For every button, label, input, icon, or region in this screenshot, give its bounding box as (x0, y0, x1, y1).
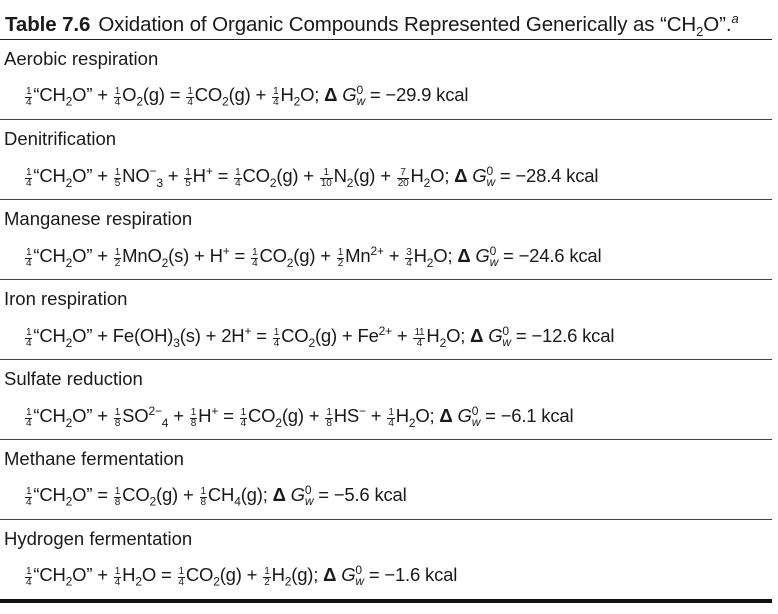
g-subscript: w (355, 573, 364, 588)
equation-text: H (271, 564, 285, 585)
g-superscript: 0 (471, 403, 479, 418)
fraction (325, 408, 332, 429)
denominator: 20 (397, 177, 409, 189)
equation-text: = −6.1 kcal (480, 405, 574, 427)
delta-g-symbol (323, 562, 364, 588)
denominator: 4 (26, 496, 32, 508)
reaction-row (0, 200, 772, 280)
subscript: 2 (284, 574, 292, 589)
equation-text: = (218, 405, 239, 427)
equation-text: CH (207, 484, 235, 505)
subscript: 2 (426, 255, 434, 270)
fraction (413, 328, 425, 349)
equation-text: “CH (33, 245, 66, 267)
denominator: 4 (416, 337, 423, 349)
g-subscript: w (471, 414, 481, 429)
subscript: 3 (156, 175, 163, 190)
equation-text: “CH (33, 165, 66, 187)
equation-text: H (395, 405, 409, 427)
reaction-row (0, 40, 772, 120)
equation-text: O” + (72, 245, 113, 267)
equation-text: O” + (72, 165, 113, 187)
reaction-name: Aerobic respiration (4, 48, 159, 69)
denominator: 4 (26, 337, 32, 349)
reaction-equation (24, 84, 468, 109)
equation-text: H (192, 165, 206, 187)
numerator: 1 (114, 565, 121, 577)
subscript: 2 (275, 415, 282, 430)
equation-text: O; (446, 325, 471, 347)
equation-text: O = (141, 564, 177, 585)
superscript: 2+ (378, 324, 392, 338)
subscript: 2 (65, 415, 73, 430)
g-scripts (356, 82, 365, 108)
delta-g-symbol (457, 243, 499, 269)
equation-text: H (410, 165, 424, 187)
subscript: 2 (293, 94, 301, 109)
g-subscript: w (489, 254, 499, 269)
fraction (114, 87, 121, 108)
superscript: + (211, 404, 219, 418)
equation-text: (g) + (353, 165, 396, 187)
equation-text: H (280, 84, 294, 105)
denominator: 2 (264, 576, 270, 588)
numerator: 1 (235, 166, 241, 178)
fraction (114, 408, 121, 429)
fraction (251, 248, 258, 269)
fraction (25, 168, 32, 189)
reaction-equation (24, 404, 573, 430)
equation-text: SO (122, 405, 149, 427)
numerator: 1 (337, 246, 344, 258)
fraction (25, 487, 32, 508)
subscript: 2 (65, 494, 73, 509)
subscript: 2 (439, 335, 447, 350)
g-scripts (502, 323, 511, 349)
equation-text: (g); (240, 484, 273, 505)
g-superscript: 0 (356, 82, 363, 97)
equation-text: HS (333, 405, 360, 427)
reaction-name: Methane fermentation (4, 448, 184, 469)
equation-text: (g) + (276, 165, 319, 187)
subscript: 2 (136, 94, 143, 109)
equation-text: O” + (72, 405, 113, 427)
fraction (200, 487, 207, 508)
denominator: 4 (388, 417, 394, 429)
fraction (114, 487, 121, 508)
subscript: 4 (161, 415, 169, 430)
g-symbol: G (488, 325, 503, 347)
table-body (0, 40, 772, 603)
reaction-name: Iron respiration (4, 288, 128, 309)
equation-text: NO (122, 165, 150, 187)
fraction (240, 408, 247, 429)
denominator: 4 (26, 417, 32, 429)
g-subscript: w (356, 93, 365, 108)
reaction-row (0, 360, 772, 440)
equation-text: CO (194, 84, 223, 105)
g-subscript: w (486, 174, 495, 189)
denominator: 4 (26, 177, 32, 189)
numerator: 1 (320, 168, 333, 179)
equation-text: (g); (291, 564, 324, 585)
subscript: 2 (423, 175, 431, 190)
delta-symbol: Δ (470, 325, 484, 347)
subscript: 4 (234, 494, 241, 509)
equation-text: H (198, 405, 212, 427)
denominator: 4 (26, 257, 32, 269)
numerator: 11 (414, 326, 425, 338)
g-symbol: G (290, 484, 305, 505)
subscript: 2 (346, 175, 354, 190)
equation-text: = (251, 325, 272, 347)
numerator: 1 (185, 166, 191, 178)
numerator: 1 (114, 406, 121, 418)
equation-text: + (168, 405, 189, 427)
superscript: + (244, 324, 252, 338)
reaction-equation (24, 324, 614, 350)
denominator: 10 (320, 177, 332, 189)
delta-g-symbol (454, 163, 495, 189)
superscript: − (149, 164, 157, 178)
equation-text: (g) + (228, 84, 272, 105)
numerator: 1 (200, 485, 206, 497)
denominator: 8 (326, 417, 332, 429)
superscript: + (205, 164, 213, 178)
equation-text: H (122, 564, 136, 585)
equation-text: + (162, 165, 184, 187)
numerator: 1 (187, 85, 193, 97)
equation-text: O (122, 84, 137, 105)
g-superscript: 0 (355, 562, 362, 577)
equation-text: = (212, 165, 234, 187)
subscript: 3 (173, 335, 180, 350)
denominator: 2 (114, 257, 121, 269)
fraction (320, 168, 333, 189)
delta-g-symbol (272, 482, 314, 508)
delta-symbol: Δ (439, 405, 453, 427)
subscript: 2 (408, 415, 416, 430)
denominator: 4 (235, 177, 241, 189)
delta-symbol: Δ (272, 484, 286, 505)
equation-text: CO (185, 564, 214, 585)
denominator: 4 (240, 417, 246, 429)
table-number: Table 7.6 (5, 12, 91, 36)
numerator: 1 (273, 85, 279, 97)
denominator: 4 (178, 576, 184, 588)
fraction (387, 408, 394, 429)
equation-text: “CH (33, 484, 66, 505)
delta-symbol: Δ (324, 84, 338, 105)
g-symbol: G (342, 84, 357, 105)
footnote-mark: a (731, 11, 739, 26)
subscript: 2 (269, 175, 277, 190)
equation-text: O; (433, 245, 458, 267)
equation-text: (g) + Fe (314, 325, 379, 347)
numerator: 1 (326, 406, 332, 418)
fraction (25, 408, 32, 429)
subscript: 2 (65, 175, 73, 190)
delta-symbol: Δ (457, 245, 471, 267)
subscript: 2 (308, 335, 315, 350)
equation-text: CO (281, 325, 309, 347)
equation-text: + (365, 405, 387, 427)
g-subscript: w (502, 334, 511, 349)
fraction (25, 567, 32, 588)
numerator: 1 (26, 485, 32, 497)
numerator: 1 (114, 166, 121, 178)
reaction-equation (24, 484, 407, 509)
numerator: 3 (406, 246, 412, 258)
denominator: 8 (114, 417, 121, 429)
subscript: 2 (222, 94, 229, 109)
superscript: 2+ (370, 244, 384, 258)
denominator: 5 (114, 177, 121, 189)
equation-text: CO (247, 405, 276, 427)
equation-text: + (391, 325, 413, 347)
g-symbol: G (472, 165, 487, 187)
equation-text: CO (242, 165, 270, 187)
fraction (25, 87, 32, 108)
fraction (114, 248, 121, 269)
fraction (405, 248, 412, 269)
equation-text: = −24.6 kcal (498, 245, 602, 267)
equation-text: CO (259, 245, 287, 267)
subscript: 2 (65, 574, 73, 589)
subscript: 2 (135, 574, 142, 589)
subscript: 2 (149, 494, 156, 509)
superscript: 2− (148, 404, 162, 418)
numerator: 7 (397, 168, 410, 179)
denominator: 4 (26, 96, 32, 108)
numerator: 1 (26, 326, 32, 338)
fraction (397, 168, 410, 189)
g-superscript: 0 (304, 482, 312, 497)
denominator: 2 (337, 257, 344, 269)
fraction (263, 567, 270, 588)
fraction (184, 168, 191, 189)
fraction (190, 408, 197, 429)
fraction (186, 87, 193, 108)
fraction (337, 248, 344, 269)
g-superscript: 0 (486, 163, 493, 178)
equation-text: = −12.6 kcal (510, 325, 615, 347)
reaction-row (0, 120, 772, 200)
fraction (25, 248, 32, 269)
delta-g-symbol (324, 82, 365, 108)
denominator: 4 (273, 96, 279, 108)
numerator: 1 (178, 565, 184, 577)
numerator: 1 (26, 246, 32, 258)
denominator: 4 (26, 576, 32, 588)
reaction-name: Sulfate reduction (4, 368, 143, 389)
numerator: 1 (26, 85, 32, 97)
equation-text: + (383, 245, 405, 267)
numerator: 1 (240, 406, 246, 418)
reaction-equation (24, 244, 601, 270)
equation-text: “CH (33, 325, 66, 347)
delta-symbol: Δ (323, 564, 337, 585)
numerator: 1 (26, 166, 32, 178)
denominator: 4 (273, 337, 280, 349)
numerator: 1 (26, 406, 32, 418)
denominator: 8 (190, 417, 197, 429)
equation-text: (s) + 2H (179, 325, 245, 347)
equation-text: O” + Fe(OH) (72, 325, 174, 347)
subscript: 2 (286, 255, 294, 270)
denominator: 8 (114, 496, 121, 508)
equation-text: O; (300, 84, 325, 105)
equation-text: “CH (33, 564, 66, 585)
fraction (272, 87, 279, 108)
denominator: 4 (187, 96, 193, 108)
table-caption (0, 0, 772, 40)
fraction (178, 567, 185, 588)
reaction-name: Manganese respiration (4, 208, 193, 229)
reaction-name: Denitrification (4, 128, 117, 149)
g-symbol: G (457, 405, 472, 427)
subscript: 2 (65, 255, 73, 270)
equation-text: O” + (72, 84, 113, 105)
equation-text: CO (122, 484, 150, 505)
equation-text: (g) + (293, 245, 336, 267)
subscript: 2 (213, 574, 220, 589)
numerator: 1 (190, 406, 197, 418)
equation-text: O” + (72, 564, 113, 585)
fraction (114, 168, 121, 189)
delta-symbol: Δ (454, 165, 468, 187)
numerator: 1 (114, 246, 121, 258)
fraction (273, 328, 280, 349)
equation-text: O; (415, 405, 440, 427)
equation-text: = −28.4 kcal (494, 165, 599, 187)
equation-text: (g) + (156, 484, 199, 505)
fraction (114, 567, 121, 588)
g-symbol: G (475, 245, 490, 267)
numerator: 1 (26, 565, 32, 577)
numerator: 1 (264, 565, 270, 577)
equation-text: MnO (122, 245, 162, 267)
numerator: 1 (273, 326, 280, 338)
reaction-name: Hydrogen fermentation (4, 528, 193, 549)
subscript: 2 (65, 335, 73, 350)
subscript: 2 (65, 94, 73, 109)
equation-text: = −5.6 kcal (313, 484, 407, 505)
reaction-equation (24, 564, 457, 589)
denominator: 4 (114, 576, 121, 588)
g-symbol: G (341, 564, 356, 585)
fraction (234, 168, 241, 189)
denominator: 8 (200, 496, 206, 508)
table-title: Oxidation of Organic Compounds Represented Generically as “$CH_2O”.^a$ (98, 11, 739, 39)
reaction-row (0, 520, 772, 603)
equation-text: H (413, 245, 427, 267)
reaction-equation (24, 164, 598, 190)
equation-text: Mn (345, 245, 371, 267)
equation-text: = −1.6 kcal (363, 564, 458, 585)
superscript: + (222, 244, 230, 258)
equation-text: “CH (33, 405, 66, 427)
fraction (25, 328, 32, 349)
equation-text: “CH (33, 84, 66, 105)
numerator: 1 (252, 246, 258, 258)
numerator: 1 (114, 485, 121, 497)
superscript: − (359, 404, 366, 418)
denominator: 4 (114, 96, 121, 108)
denominator: 5 (185, 177, 191, 189)
delta-g-symbol (470, 323, 511, 349)
g-superscript: 0 (502, 323, 509, 338)
g-subscript: w (304, 493, 314, 508)
g-scripts (486, 163, 495, 189)
reaction-row (0, 280, 772, 360)
delta-g-symbol (439, 403, 481, 429)
equation-text: = (229, 245, 251, 267)
equation-text: H (426, 325, 440, 347)
equation-text: O” = (72, 484, 113, 505)
numerator: 1 (114, 85, 121, 97)
g-superscript: 0 (489, 243, 497, 258)
reaction-row (0, 440, 772, 520)
g-scripts (471, 403, 481, 429)
equation-text: (g) = (142, 84, 186, 105)
equation-text: (g) + (281, 405, 325, 427)
g-scripts (355, 562, 364, 588)
equation-text: (s) + H (168, 245, 223, 267)
equation-text: N (333, 165, 347, 187)
denominator: 4 (252, 257, 258, 269)
denominator: 4 (406, 257, 412, 269)
equation-text: = −29.9 kcal (364, 84, 469, 105)
g-scripts (489, 243, 499, 269)
equation-text: O; (430, 165, 455, 187)
numerator: 1 (388, 406, 394, 418)
equation-text: (g) + (219, 564, 263, 585)
subscript: 2 (161, 255, 169, 270)
